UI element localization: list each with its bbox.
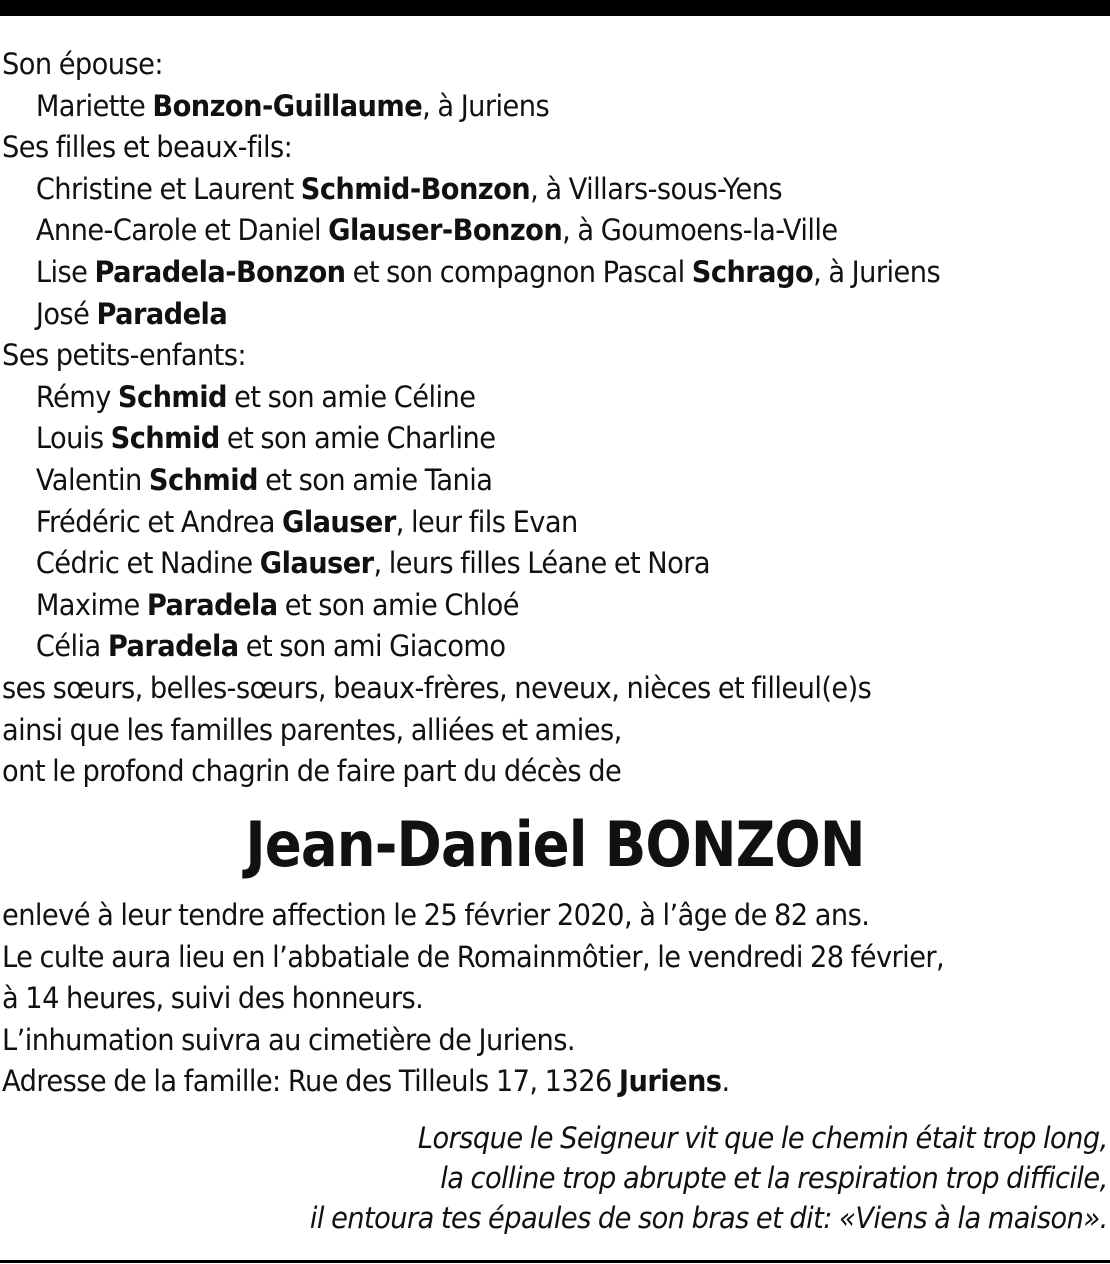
spouse-line: Mariette Bonzon-Guillaume, à Juriens [35,88,550,123]
closing-line: ont le profond chagrin de faire part du décès de [2,754,622,789]
grandchild-line: Cédric et Nadine Glauser, leurs filles Léane et Nora [35,546,711,581]
spouse-heading: Son épouse: [2,47,163,81]
grandchildren-heading: Ses petits-enfants: [2,338,247,373]
grandchild-line: Louis Schmid et son amie Charline [35,421,496,456]
grandchild-line: Rémy Schmid et son amie Céline [35,379,476,414]
family-address: Adresse de la famille: Rue des Tilleuls 17, 1326 Juriens. [2,1064,730,1099]
verse-line: il entoura tes épaules de son bras et dit: «Viens à la maison». [310,1201,1108,1235]
daughter-line: Christine et Laurent Schmid-Bonzon, à Villars-sous-Yens [35,171,783,206]
grandchild-line: Maxime Paradela et son amie Chloé [35,587,519,622]
closing-line: ainsi que les familles parentes, alliées et amies, [2,712,622,747]
daughters-heading: Ses filles et beaux-fils: [2,130,293,165]
grandchild-line: Frédéric et Andrea Glauser, leur fils Evan [35,504,578,539]
daughter-line: Anne-Carole et Daniel Glauser-Bonzon, à Goumoens-la-Ville [35,213,838,248]
verse-line: Lorsque le Seigneur vit que le chemin était trop long, [418,1121,1108,1155]
bottom-rule [0,1260,1110,1263]
top-rule [0,0,1110,16]
family-list [2,44,1042,793]
verse-line: la colline trop abrupte et la respiration trop difficile, [440,1161,1108,1195]
daughter-line: Lise Paradela-Bonzon et son compagnon Pascal Schrago, à Juriens [35,254,941,289]
funeral-details [2,895,1042,1103]
deceased-name: Jean-Daniel BONZON [245,808,865,881]
grandchild-line: Célia Paradela et son ami Giacomo [35,629,506,664]
detail-line: enlevé à leur tendre affection le 25 février 2020, à l’âge de 82 ans. [2,898,870,932]
detail-line: L’inhumation suivra au cimetière de Juriens. [2,1022,576,1057]
detail-line: Le culte aura lieu en l’abbatiale de Romainmôtier, le vendredi 28 février, [2,939,945,974]
daughter-line: José Paradela [35,296,228,331]
detail-line: à 14 heures, suivi des honneurs. [2,981,424,1016]
closing-line: ses sœurs, belles-sœurs, beaux-frères, neveux, nièces et filleul(e)s [2,670,872,705]
verse-quote [310,1118,1108,1238]
grandchild-line: Valentin Schmid et son amie Tania [35,462,493,497]
